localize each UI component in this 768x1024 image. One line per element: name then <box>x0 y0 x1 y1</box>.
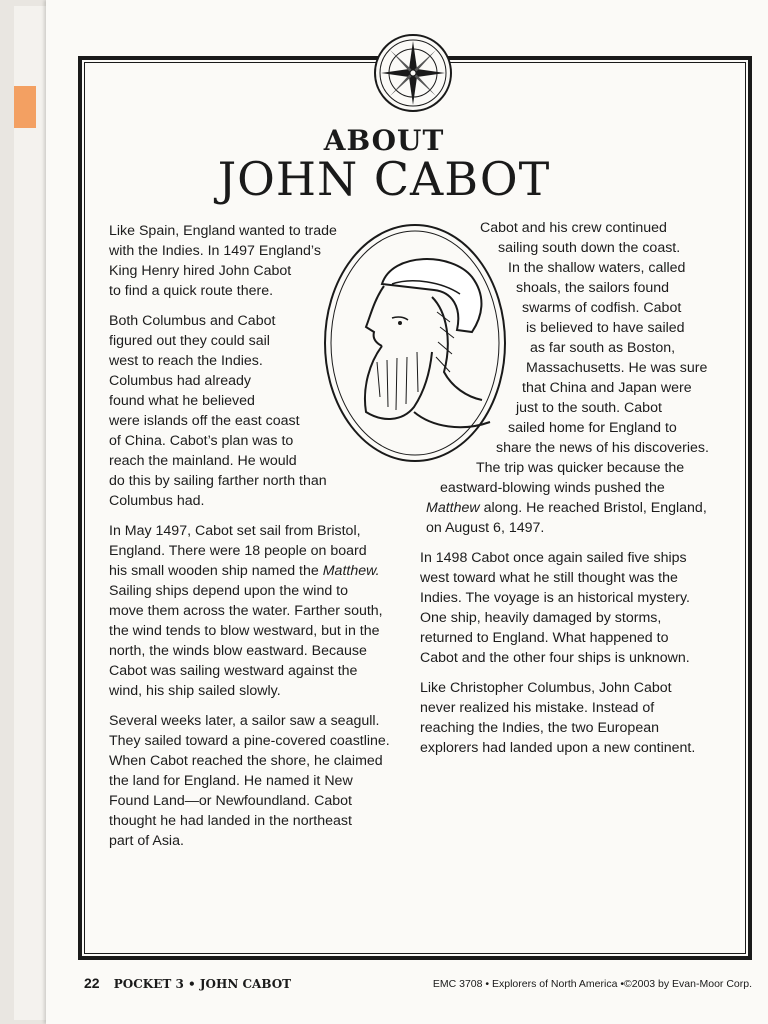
text-line: Massachusetts. He was sure <box>526 360 708 376</box>
text-line: west to reach the Indies. <box>109 353 263 369</box>
text-line: When Cabot reached the shore, he claimed <box>109 753 383 769</box>
text-line: Cabot was sailing westward against the <box>109 663 358 679</box>
text-line: north, the winds blow eastward. Because <box>109 643 367 659</box>
orange-tab-marker <box>14 86 36 128</box>
text-line: just to the south. Cabot <box>516 400 662 416</box>
text-line: is believed to have sailed <box>526 320 685 336</box>
text-line: the wind tends to blow westward, but in the <box>109 623 380 639</box>
text-line: Cabot and the other four ships is unknown. <box>420 650 690 666</box>
text-line: part of Asia. <box>109 833 184 849</box>
text-line: thought he had landed in the northeast <box>109 813 352 829</box>
text-line: shoals, the sailors found <box>516 280 670 296</box>
paragraph <box>109 521 409 701</box>
compass-rose-icon <box>373 33 453 113</box>
footer-credit: EMC 3708 • Explorers of North America •©2003 by Evan-Moor Corp. <box>432 978 752 990</box>
text-line: In the shallow waters, called <box>508 260 686 276</box>
text-line: move them across the water. Farther south, <box>109 603 383 619</box>
text-line: returned to England. What happened to <box>420 630 669 646</box>
text-line: They sailed toward a pine-covered coastline. <box>109 733 390 749</box>
text-line: reaching the Indies, the two European <box>420 720 659 736</box>
text-line: King Henry hired John Cabot <box>109 263 292 279</box>
text-line: sailing south down the coast. <box>498 240 681 256</box>
pocket-label: POCKET 3 • JOHN CABOT <box>113 977 292 991</box>
text-line: figured out they could sail <box>109 333 270 349</box>
text-line: Sailing ships depend upon the wind to <box>109 583 348 599</box>
text-line: on August 6, 1497. <box>426 520 545 536</box>
text-line: Columbus had already <box>109 373 251 389</box>
text-line: Cabot and his crew continued <box>480 220 667 236</box>
text-line: Found Land—or Newfoundland. Cabot <box>109 793 352 809</box>
john-cabot-portrait-icon <box>322 222 508 464</box>
text-line: wind, his ship sailed slowly. <box>109 683 281 699</box>
text-line: the land for England. He named it New <box>109 773 353 789</box>
text-line: that China and Japan were <box>522 380 692 396</box>
text-line: with the Indies. In 1497 England’s <box>109 243 321 259</box>
text-line: eastward-blowing winds pushed the <box>440 480 665 496</box>
footer-pocket <box>84 975 291 991</box>
text-line: Indies. The voyage is an historical mystery. <box>420 590 690 606</box>
text-line: swarms of codfish. Cabot <box>522 300 682 316</box>
text-line: Matthew along. He reached Bristol, England, <box>426 500 707 516</box>
text-line: do this by sailing farther north than <box>109 473 327 489</box>
text-line: In May 1497, Cabot set sail from Bristol, <box>109 523 361 539</box>
text-line: England. There were 18 people on board <box>109 543 367 559</box>
title-about: ABOUT <box>323 124 445 157</box>
text-line: found what he believed <box>109 393 255 409</box>
text-line: sailed home for England to <box>508 420 677 436</box>
text-line: Both Columbus and Cabot <box>109 313 276 329</box>
text-line: explorers had landed upon a new continent. <box>420 740 696 756</box>
text-line: as far south as Boston, <box>530 340 676 356</box>
text-line: reach the mainland. He would <box>109 453 297 469</box>
paragraph <box>109 711 409 851</box>
paragraph <box>420 548 730 668</box>
text-line: Several weeks later, a sailor saw a seagull. <box>109 713 380 729</box>
text-line: west toward what he still thought was the <box>420 570 678 586</box>
text-line: Like Christopher Columbus, John Cabot <box>420 680 672 696</box>
text-line: his small wooden ship named the Matthew. <box>109 563 380 579</box>
text-line: to find a quick route there. <box>109 283 274 299</box>
paragraph <box>420 678 730 758</box>
text-line: share the news of his discoveries. <box>496 440 709 456</box>
text-line: In 1498 Cabot once again sailed five ships <box>420 550 687 566</box>
text-line: The trip was quicker because the <box>476 460 685 476</box>
text-line: of China. Cabot’s plan was to <box>109 433 294 449</box>
text-line: were islands off the east coast <box>109 413 300 429</box>
page-number: 22 <box>84 975 100 991</box>
text-line: Columbus had. <box>109 493 205 509</box>
text-line: Like Spain, England wanted to trade <box>109 223 337 239</box>
text-line: One ship, heavily damaged by storms, <box>420 610 662 626</box>
text-line: never realized his mistake. Instead of <box>420 700 655 716</box>
title-john-cabot: JOHN CABOT <box>217 152 551 206</box>
